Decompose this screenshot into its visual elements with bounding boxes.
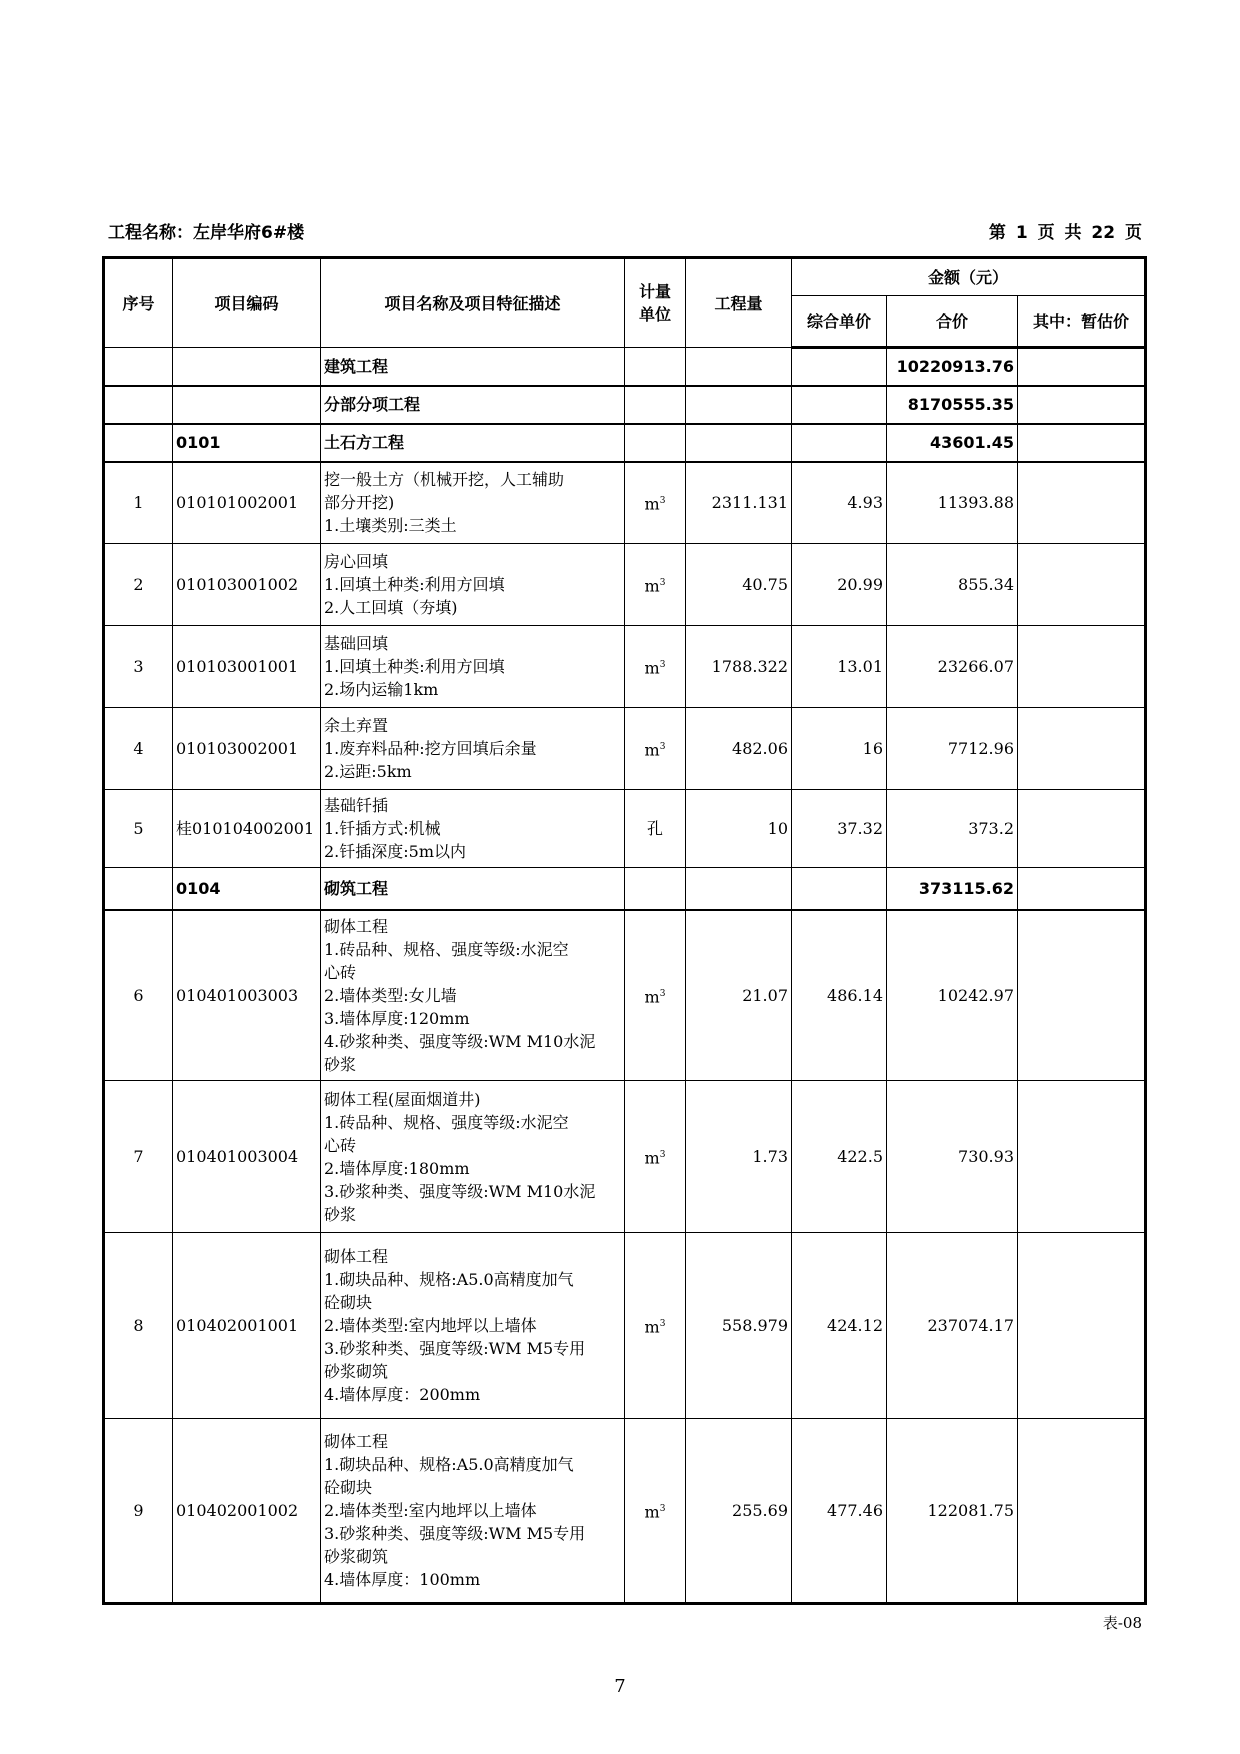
project-name: 工程名称：左岸华府6#楼 xyxy=(108,223,305,243)
qty-cell: 21.07 xyxy=(686,910,792,1081)
code-cell xyxy=(173,348,321,386)
section-row xyxy=(104,424,1146,462)
col-provisional: 其中：暂估价 xyxy=(1018,296,1146,348)
description-line: 3.砂浆种类、强度等级:WM M5专用 xyxy=(324,1339,586,1358)
qty-cell xyxy=(686,868,792,910)
seq-cell: 4 xyxy=(104,708,173,790)
bill-of-quantities-table xyxy=(102,256,1147,1605)
description-line: 砌筑工程 xyxy=(324,878,389,898)
unit-price-cell: 16 xyxy=(792,708,887,790)
seq-cell xyxy=(104,424,173,462)
description-line: 余土弃置 xyxy=(324,716,389,735)
unit-cell: $m^3$ xyxy=(625,544,686,626)
table-row xyxy=(104,790,1146,868)
description-line: 4.墙体厚度：200mm xyxy=(324,1385,481,1404)
seq-cell xyxy=(104,386,173,424)
table-body xyxy=(104,348,1146,1604)
description-line: 砂浆砌筑 xyxy=(324,1362,389,1381)
provisional-cell xyxy=(1018,544,1146,626)
col-seq: 序号 xyxy=(104,258,173,348)
name-cell xyxy=(321,1419,625,1604)
name-cell xyxy=(321,708,625,790)
description-line: 1.钎插方式:机械 xyxy=(324,819,441,838)
description-line: 1.废弃料品种:挖方回填后余量 xyxy=(324,739,537,758)
description-line: 分部分项工程 xyxy=(324,395,421,414)
unit-cell: $m^3$ xyxy=(625,1233,686,1419)
description-line: 基础钎插 xyxy=(324,796,389,815)
code-cell: 010103001002 xyxy=(173,544,321,626)
description-line: 砼砌块 xyxy=(324,1478,373,1497)
provisional-cell xyxy=(1018,348,1146,386)
qty-cell: 558.979 xyxy=(686,1233,792,1419)
description-line: 建筑工程 xyxy=(324,356,389,376)
name-cell xyxy=(321,1081,625,1233)
unit-cell: $m^3$ xyxy=(625,910,686,1081)
qty-cell xyxy=(686,386,792,424)
total-cell: 373115.62 xyxy=(887,868,1018,910)
unit-price-cell xyxy=(792,348,887,386)
section-row xyxy=(104,348,1146,386)
table-row xyxy=(104,708,1146,790)
description-line: 砂浆 xyxy=(324,1204,357,1224)
code-cell: 010103002001 xyxy=(173,708,321,790)
description-line: 土石方工程 xyxy=(324,433,405,452)
description-line: 1.砌块品种、规格:A5.0高精度加气 xyxy=(324,1270,574,1289)
provisional-cell xyxy=(1018,1233,1146,1419)
code-cell xyxy=(173,386,321,424)
qty-cell: 1788.322 xyxy=(686,626,792,708)
qty-cell: 10 xyxy=(686,790,792,868)
description-line: 基础回填 xyxy=(324,634,389,653)
section-row xyxy=(104,386,1146,424)
total-cell: 11393.88 xyxy=(887,462,1018,544)
qty-cell xyxy=(686,348,792,386)
col-name: 项目名称及项目特征描述 xyxy=(321,258,625,348)
unit-price-cell: 477.46 xyxy=(792,1419,887,1604)
table-row xyxy=(104,910,1146,1081)
qty-cell: 482.06 xyxy=(686,708,792,790)
seq-cell: 3 xyxy=(104,626,173,708)
description-line: 1.回填土种类:利用方回填 xyxy=(324,657,505,676)
col-code: 项目编码 xyxy=(173,258,321,348)
description-line: 1.回填土种类:利用方回填 xyxy=(324,575,505,594)
unit-price-cell xyxy=(792,424,887,462)
provisional-cell xyxy=(1018,708,1146,790)
name-cell xyxy=(321,790,625,868)
description-line: 2.运距:5km xyxy=(324,762,412,781)
seq-cell: 5 xyxy=(104,790,173,868)
description-line: 2.墙体类型:女儿墙 xyxy=(324,985,457,1005)
provisional-cell xyxy=(1018,868,1146,910)
col-total: 合价 xyxy=(887,296,1018,348)
seq-cell xyxy=(104,868,173,910)
name-cell xyxy=(321,1233,625,1419)
provisional-cell xyxy=(1018,462,1146,544)
unit-cell: $m^3$ xyxy=(625,1419,686,1604)
code-cell: 010402001001 xyxy=(173,1233,321,1419)
table-row xyxy=(104,544,1146,626)
provisional-cell xyxy=(1018,424,1146,462)
description-line: 砂浆砌筑 xyxy=(324,1547,389,1566)
description-line: 2.场内运输1km xyxy=(324,680,439,699)
name-cell xyxy=(321,544,625,626)
total-cell: 122081.75 xyxy=(887,1419,1018,1604)
seq-cell: 9 xyxy=(104,1419,173,1604)
total-cell: 23266.07 xyxy=(887,626,1018,708)
unit-price-cell: 37.32 xyxy=(792,790,887,868)
description-line: 1.砌块品种、规格:A5.0高精度加气 xyxy=(324,1455,574,1474)
unit-price-cell: 13.01 xyxy=(792,626,887,708)
description-line: 房心回填 xyxy=(324,552,389,571)
description-line: 3.墙体厚度:120mm xyxy=(324,1008,470,1028)
name-cell xyxy=(321,868,625,910)
seq-cell xyxy=(104,348,173,386)
description-line: 2.墙体类型:室内地坪以上墙体 xyxy=(324,1501,537,1520)
col-unit: 计量单位 xyxy=(625,258,686,348)
page-info: 第 1 页 共 22 页 xyxy=(988,223,1142,243)
provisional-cell xyxy=(1018,386,1146,424)
total-cell: 43601.45 xyxy=(887,424,1018,462)
table-row xyxy=(104,1233,1146,1419)
description-line: 4.墙体厚度：100mm xyxy=(324,1570,481,1589)
seq-cell: 7 xyxy=(104,1081,173,1233)
unit-cell: $m^3$ xyxy=(625,462,686,544)
description-line: 部分开挖) xyxy=(324,493,395,513)
unit-cell xyxy=(625,386,686,424)
table-row xyxy=(104,1081,1146,1233)
code-cell: 桂010104002001 xyxy=(173,790,321,868)
unit-cell xyxy=(625,868,686,910)
col-amount: 金额（元） xyxy=(792,258,1146,296)
unit-cell: $m^3$ xyxy=(625,626,686,708)
provisional-cell xyxy=(1018,626,1146,708)
unit-price-cell: 422.5 xyxy=(792,1081,887,1233)
name-cell xyxy=(321,386,625,424)
qty-cell xyxy=(686,424,792,462)
code-cell: 010103001001 xyxy=(173,626,321,708)
description-line: 砌体工程 xyxy=(324,1247,389,1266)
total-cell: 10242.97 xyxy=(887,910,1018,1081)
total-cell: 8170555.35 xyxy=(887,386,1018,424)
description-line: 3.砂浆种类、强度等级:WM M5专用 xyxy=(324,1524,586,1543)
name-cell xyxy=(321,910,625,1081)
page-number: 7 xyxy=(614,1676,626,1697)
description-line: 4.砂浆种类、强度等级:WM M10水泥 xyxy=(324,1031,596,1051)
provisional-cell xyxy=(1018,1419,1146,1604)
qty-cell: 1.73 xyxy=(686,1081,792,1233)
col-qty: 工程量 xyxy=(686,258,792,348)
code-cell: 010101002001 xyxy=(173,462,321,544)
section-row xyxy=(104,868,1146,910)
code-cell: 0104 xyxy=(173,868,321,910)
total-cell: 373.2 xyxy=(887,790,1018,868)
description-line: 心砖 xyxy=(324,962,357,982)
unit-cell xyxy=(625,424,686,462)
unit-price-cell: 424.12 xyxy=(792,1233,887,1419)
name-cell xyxy=(321,348,625,386)
code-cell: 0101 xyxy=(173,424,321,462)
col-unit-price: 综合单价 xyxy=(792,296,887,348)
qty-cell: 40.75 xyxy=(686,544,792,626)
code-cell: 010401003004 xyxy=(173,1081,321,1233)
description-line: 3.砂浆种类、强度等级:WM M10水泥 xyxy=(324,1181,596,1201)
total-cell: 730.93 xyxy=(887,1081,1018,1233)
description-line: 1.土壤类别:三类土 xyxy=(324,516,457,536)
description-line: 砌体工程(屋面烟道井) xyxy=(324,1089,481,1109)
description-line: 砌体工程 xyxy=(324,916,389,936)
code-cell: 010402001002 xyxy=(173,1419,321,1604)
qty-cell: 255.69 xyxy=(686,1419,792,1604)
unit-price-cell xyxy=(792,386,887,424)
description-line: 挖一般土方（机械开挖，人工辅助 xyxy=(324,470,565,490)
unit-price-cell xyxy=(792,868,887,910)
total-cell: 237074.17 xyxy=(887,1233,1018,1419)
total-cell: 10220913.76 xyxy=(887,348,1018,386)
unit-cell: $m^3$ xyxy=(625,708,686,790)
unit-price-cell: 20.99 xyxy=(792,544,887,626)
seq-cell: 8 xyxy=(104,1233,173,1419)
description-line: 1.砖品种、规格、强度等级:水泥空 xyxy=(324,1112,569,1132)
description-line: 砌体工程 xyxy=(324,1432,389,1451)
seq-cell: 2 xyxy=(104,544,173,626)
table-number: 表-08 xyxy=(1102,1614,1142,1632)
name-cell xyxy=(321,462,625,544)
description-line: 砂浆 xyxy=(324,1054,357,1074)
table-row xyxy=(104,1419,1146,1604)
unit-cell: 孔 xyxy=(625,790,686,868)
qty-cell: 2311.131 xyxy=(686,462,792,544)
provisional-cell xyxy=(1018,790,1146,868)
unit-price-cell: 4.93 xyxy=(792,462,887,544)
description-line: 砼砌块 xyxy=(324,1293,373,1312)
description-line: 2.墙体厚度:180mm xyxy=(324,1158,470,1178)
description-line: 心砖 xyxy=(324,1135,357,1155)
code-cell: 010401003003 xyxy=(173,910,321,1081)
description-line: 1.砖品种、规格、强度等级:水泥空 xyxy=(324,939,569,959)
provisional-cell xyxy=(1018,910,1146,1081)
description-line: 2.墙体类型:室内地坪以上墙体 xyxy=(324,1316,537,1335)
unit-cell xyxy=(625,348,686,386)
provisional-cell xyxy=(1018,1081,1146,1233)
total-cell: 7712.96 xyxy=(887,708,1018,790)
name-cell xyxy=(321,424,625,462)
name-cell xyxy=(321,626,625,708)
description-line: 2.人工回填（夯填) xyxy=(324,598,458,617)
total-cell: 855.34 xyxy=(887,544,1018,626)
seq-cell: 1 xyxy=(104,462,173,544)
description-line: 2.钎插深度:5m以内 xyxy=(324,842,467,861)
table-row xyxy=(104,462,1146,544)
table-row xyxy=(104,626,1146,708)
unit-price-cell: 486.14 xyxy=(792,910,887,1081)
seq-cell: 6 xyxy=(104,910,173,1081)
unit-cell: $m^3$ xyxy=(625,1081,686,1233)
